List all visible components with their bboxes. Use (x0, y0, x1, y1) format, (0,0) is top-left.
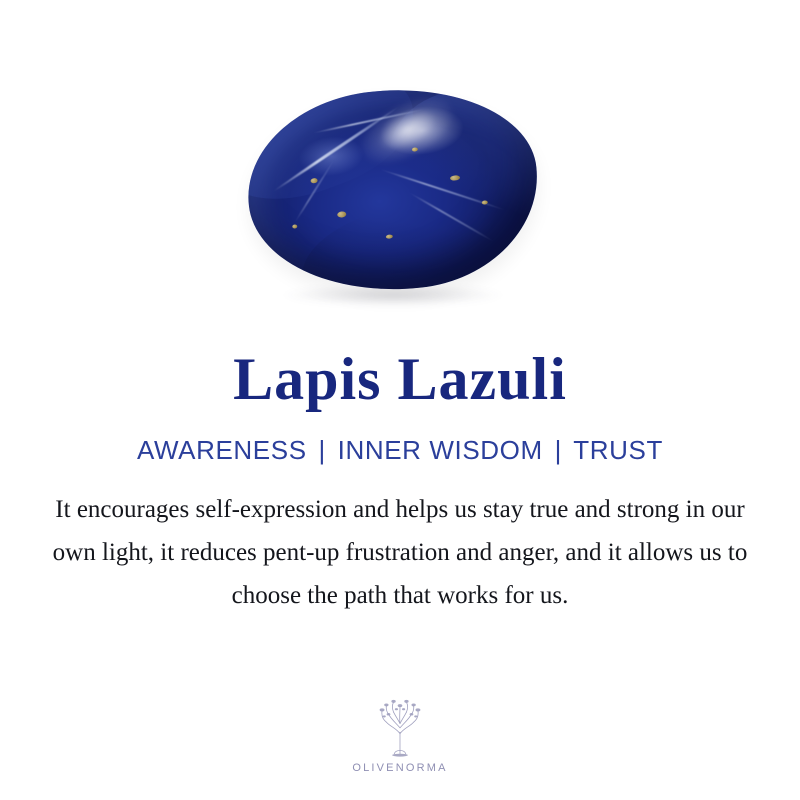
stone-photo (248, 90, 538, 290)
keyword-awareness: AWARENESS (137, 435, 307, 465)
keyword-line (137, 435, 663, 466)
lapis-lazuli-stone-icon (238, 75, 547, 304)
tree-of-life-icon (363, 692, 437, 758)
pyrite-fleck (337, 211, 347, 218)
stone-image-area (0, 10, 800, 330)
brand-logo (0, 692, 800, 774)
brand-name: OLIVENORMA (352, 762, 448, 774)
keyword-separator: | (554, 435, 562, 465)
keyword-trust: TRUST (573, 435, 663, 465)
keyword-separator: | (318, 435, 326, 465)
keyword-inner-wisdom: INNER WISDOM (337, 435, 543, 465)
page-title: Lapis Lazuli (233, 346, 567, 412)
description-text: It encourages self-expression and helps us stay true and strong in our own light, it reduces pent-up frustration and anger, and it allows us to choose the path that works for us. (52, 496, 748, 609)
pyrite-fleck (292, 224, 297, 229)
